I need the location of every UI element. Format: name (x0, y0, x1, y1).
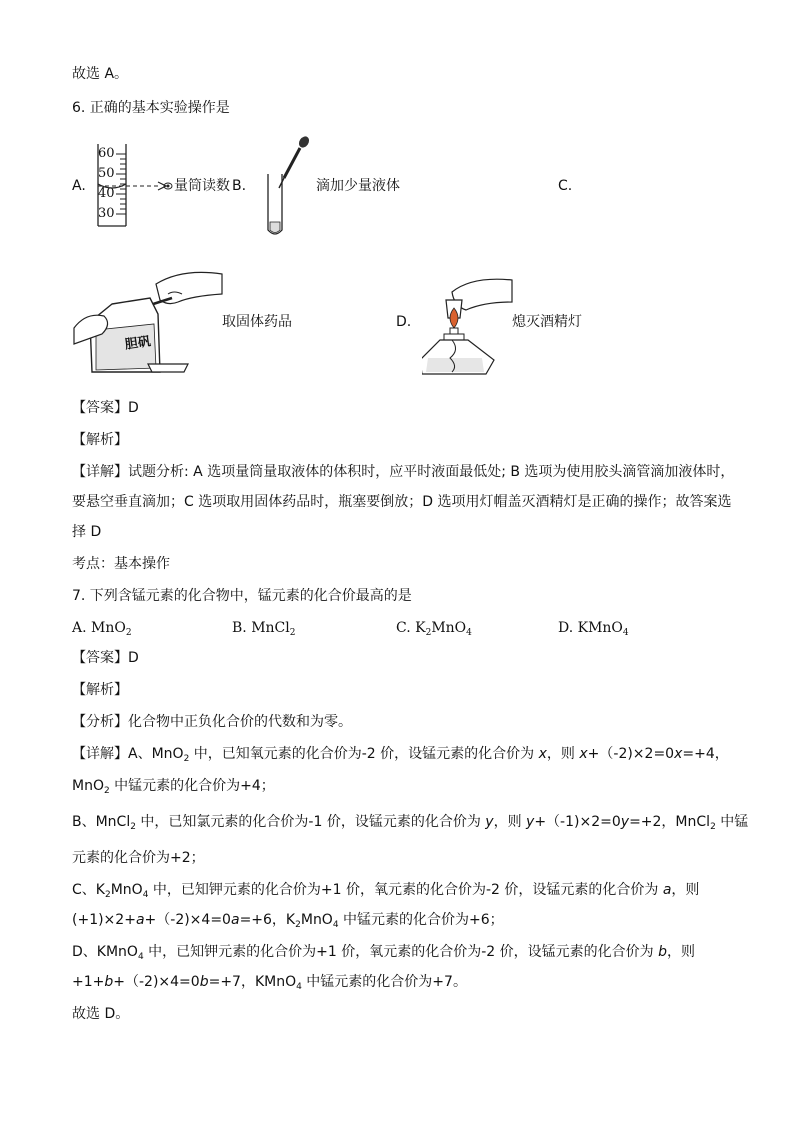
detail-7-part-d-line-2: +1+b+（-2)×4=0b=+7，KMnO$_4$ 中锰元素的化合价为+7。 (72, 974, 467, 992)
analysis-heading-7: 【解析】 (72, 682, 128, 698)
solid-reagent-bottle-figure (72, 264, 224, 380)
option-a-letter: A. (72, 178, 86, 194)
alcohol-lamp-figure (422, 272, 520, 378)
detail-7-part-b-line-1: B、MnCl$_2$ 中，已知氯元素的化合价为-1 价，设锰元素的化合价为 y，则 y+（-1)×2=0y=+2，MnCl$_2$ 中锰 (72, 814, 749, 832)
option-d-letter: D. (396, 314, 412, 330)
option-b-letter: B. (232, 178, 247, 194)
detail-6-line-2: 要悬空垂直滴加；C 选项取用固体药品时，瓶塞要倒放；D 选项用灯帽盖灭酒精灯是正确的操作；故答案选 (72, 494, 732, 510)
option-b-label: 滴加少量液体 (316, 178, 400, 194)
answer-6: 【答案】D (72, 400, 139, 416)
previous-answer-conclusion: 故选 A。 (72, 66, 129, 82)
detail-7-part-d-line-1: D、KMnO$_4$ 中，已知钾元素的化合价为+1 价，氧元素的化合价为-2 价，设锰元素的化合价为 b，则 (72, 944, 695, 962)
detail-7-part-a-line-2: MnO$_2$ 中锰元素的化合价为+4； (72, 778, 275, 796)
detail-7-part-c-line-1: C、$K_2MnO_4$ 中，已知钾元素的化合价为+1 价，氧元素的化合价为-2 价，设锰元素的化合价为 a，则 (72, 882, 700, 900)
q7-option-b: B. MnCl$_2$ (232, 620, 296, 638)
cylinder-tick-40: 40 (98, 186, 115, 201)
kaodian-6: 考点：基本操作 (72, 556, 170, 572)
option-c-label: 取固体药品 (222, 314, 292, 330)
option-d-label: 熄灭酒精灯 (512, 314, 582, 330)
detail-7-part-b-line-2: 元素的化合价为+2； (72, 850, 205, 866)
q7-option-a: A. MnO$_2$ (72, 620, 132, 638)
cylinder-tick-50: 50 (98, 166, 115, 181)
cylinder-tick-30: 30 (98, 206, 115, 221)
question-6-stem: 6. 正确的基本实验操作是 (72, 100, 230, 116)
q7-option-d: D. KMnO$_4$ (558, 620, 629, 638)
answer-7: 【答案】D (72, 650, 139, 666)
dropper-test-tube-figure (262, 134, 314, 240)
fenxi-7: 【分析】化合物中正负化合价的代数和为零。 (72, 714, 352, 730)
conclusion-7: 故选 D。 (72, 1006, 130, 1022)
bottle-label: 胆矾 (124, 334, 152, 353)
option-a-label: 量筒读数 (174, 178, 230, 194)
option-c-letter: C. (558, 178, 573, 194)
q7-option-c: C. $K_2MnO_4$ (396, 620, 472, 638)
detail-7-part-a-line-1: 【详解】A、MnO$_2$ 中，已知氧元素的化合价为-2 价，设锰元素的化合价为 x，则 x+（-2)×2=0x=+4， (72, 746, 729, 764)
detail-7-part-c-line-2: (+1)×2+a+（-2)×4=0a=+6，$K_2MnO_4$ 中锰元素的化合价为+6； (72, 912, 504, 930)
analysis-heading-6: 【解析】 (72, 432, 128, 448)
detail-6-line-1: 【详解】试题分析: A 选项量筒量取液体的体积时，应平时液面最低处; B 选项为使用胶头滴管滴加液体时， (72, 464, 735, 480)
detail-6-line-3: 择 D (72, 524, 102, 540)
cylinder-tick-60: 60 (98, 146, 115, 161)
question-7-stem: 7. 下列含锰元素的化合物中，锰元素的化合价最高的是 (72, 588, 412, 604)
